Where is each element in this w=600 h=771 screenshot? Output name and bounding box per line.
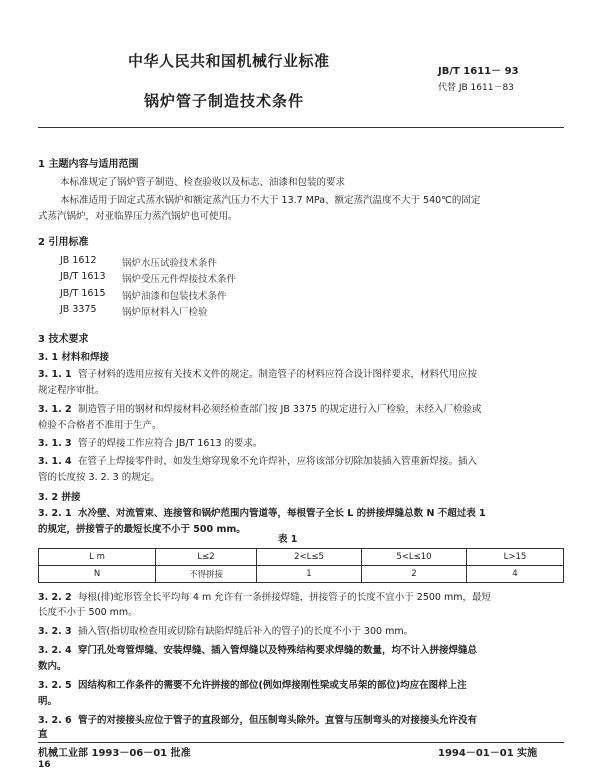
table-cell: N <box>39 566 156 583</box>
header-divider <box>38 127 564 128</box>
table-cell: L>15 <box>467 549 564 566</box>
clause-3-2-3: 插入管(指切取检查用或切除有缺陷焊缝后补入的管子)的长度不小于 300 mm。 <box>78 626 414 637</box>
ref-name: 锅炉水压试验技术条件 <box>122 258 218 269</box>
ref-name: 锅炉油漆和包装技术条件 <box>122 291 227 302</box>
section-1-para-2a: 本标准适用于固定式蒸水锅炉和额定蒸汽压力不大于 13.7 MPa、额定蒸汽温度不大于 540℃的固定 <box>60 195 481 206</box>
clause-number: 3. 2. 1 <box>38 508 72 519</box>
approval-date: 机械工业部 1993－06－01 批准 <box>38 748 191 759</box>
table-title: 表 1 <box>278 534 298 545</box>
table-cell: 不得拼接 <box>156 566 257 583</box>
clause-3-2-2-b: 长度不小于 500 mm。 <box>38 607 138 618</box>
table-cell: 5<L≤10 <box>362 549 467 566</box>
table-cell: 4 <box>467 566 564 583</box>
clause-3-2-1-a: 水冷壁、对流管束、连接管和锅炉范围内管道等，每根管子全长 L 的拼接焊缝总数 N 不超过表 1 <box>78 508 486 519</box>
section-2-title: 2 引用标准 <box>38 237 89 248</box>
clause-3-2-4-a: 穿门孔处弯管焊缝、安装焊缝、插入管焊缝以及特殊结构要求焊缝的数量，均不计入拼接焊缝总 <box>78 645 478 656</box>
table-row <box>39 549 564 566</box>
table-cell: 2<L≤5 <box>257 549 362 566</box>
clause-number: 3. 1. 2 <box>38 404 72 415</box>
table-cell: 2 <box>362 566 467 583</box>
clause-3-2-6-b: 直 <box>38 729 48 740</box>
clause-3-2-5-b: 明。 <box>38 696 58 707</box>
ref-code: JB/T 1615 <box>60 288 106 299</box>
ref-code: JB 3375 <box>60 304 97 315</box>
standard-code: JB/T 1611－ 93 <box>438 66 519 77</box>
clause-3-2-1-b: 的规定，拼接管子的最短长度不小于 500 mm。 <box>38 524 246 535</box>
clause-number: 3. 2. 5 <box>38 680 72 691</box>
ref-name: 锅炉受压元件焊接技术条件 <box>122 274 237 285</box>
clause-3-2-2-a: 每根(排)蛇形管全长平均每 4 m 允许有一条拼接焊缝，拼接管子的长度不宜小于 2500 mm，最短 <box>78 592 491 603</box>
table-1 <box>38 548 564 583</box>
clause-3-1-4-a: 在管子上焊接零件时，如发生熔穿现象不允许焊补，应将该部分切除加装插入管重新焊接。插入 <box>78 456 478 467</box>
clause-number: 3. 2. 2 <box>38 592 72 603</box>
clause-3-1-2-a: 制造管子用的钢材和焊接材料必须经检查部门按 JB 3375 的规定进行入厂检验，未经入厂检验或 <box>78 404 482 415</box>
section-3-1-title: 3. 1 材料和焊接 <box>38 352 109 363</box>
replaces-code: 代替 JB 1611－83 <box>438 83 514 93</box>
section-1-para-2b: 式蒸汽锅炉，对亚临界压力蒸汽锅炉也可使用。 <box>38 211 238 222</box>
clause-number: 3. 2. 6 <box>38 715 72 726</box>
clause-number: 3. 1. 1 <box>38 369 72 380</box>
clause-3-2-5-a: 因结构和工作条件的需要不允许拼接的部位(例如焊接刚性梁或支吊架的部位)均应在图样上注 <box>78 680 467 691</box>
clause-3-1-4-b: 管的长度按 3. 2. 3 的规定。 <box>38 472 160 483</box>
footer-divider <box>38 742 564 743</box>
clause-3-1-2-b: 检验不合格者不准用于生产。 <box>38 420 162 431</box>
ref-code: JB 1612 <box>60 255 97 266</box>
clause-3-1-1-b: 规定程序审批。 <box>38 385 105 396</box>
table-row <box>39 566 564 583</box>
section-1-para-1: 本标准规定了锅炉管子制造、检查验收以及标志、油漆和包装的要求 <box>60 177 346 188</box>
table-cell: L m <box>39 549 156 566</box>
section-1-title: 1 主题内容与适用范围 <box>38 159 139 170</box>
org-title: 中华人民共和国机械行业标准 <box>128 52 330 70</box>
clause-3-1-1-a: 管子材料的选用应按有关技术文件的规定。制造管子的材料应符合设计图样要求，材料代用应按 <box>78 369 478 380</box>
clause-3-2-6-a: 管子的对接接头应位于管子的直段部分，但压制弯头除外。直管与压制弯头的对接接头允许没有 <box>78 715 478 726</box>
clause-3-2-4-b: 数内。 <box>38 661 67 672</box>
effective-date: 1994－01－01 实施 <box>438 748 538 759</box>
section-3-title: 3 技术要求 <box>38 334 89 345</box>
document-title: 锅炉管子制造技术条件 <box>144 92 305 110</box>
section-3-2-title: 3. 2 拼接 <box>38 492 81 503</box>
clause-number: 3. 2. 3 <box>38 626 72 637</box>
table-cell: 1 <box>257 566 362 583</box>
page-number: 16 <box>38 760 51 770</box>
clause-number: 3. 1. 3 <box>38 438 72 449</box>
table-cell: L≤2 <box>156 549 257 566</box>
ref-name: 锅炉原材料入厂检验 <box>122 307 208 318</box>
clause-3-1-3: 管子的焊接工作应符合 JB/T 1613 的要求。 <box>78 438 263 449</box>
clause-number: 3. 1. 4 <box>38 456 72 467</box>
clause-number: 3. 2. 4 <box>38 645 72 656</box>
ref-code: JB/T 1613 <box>60 271 106 282</box>
